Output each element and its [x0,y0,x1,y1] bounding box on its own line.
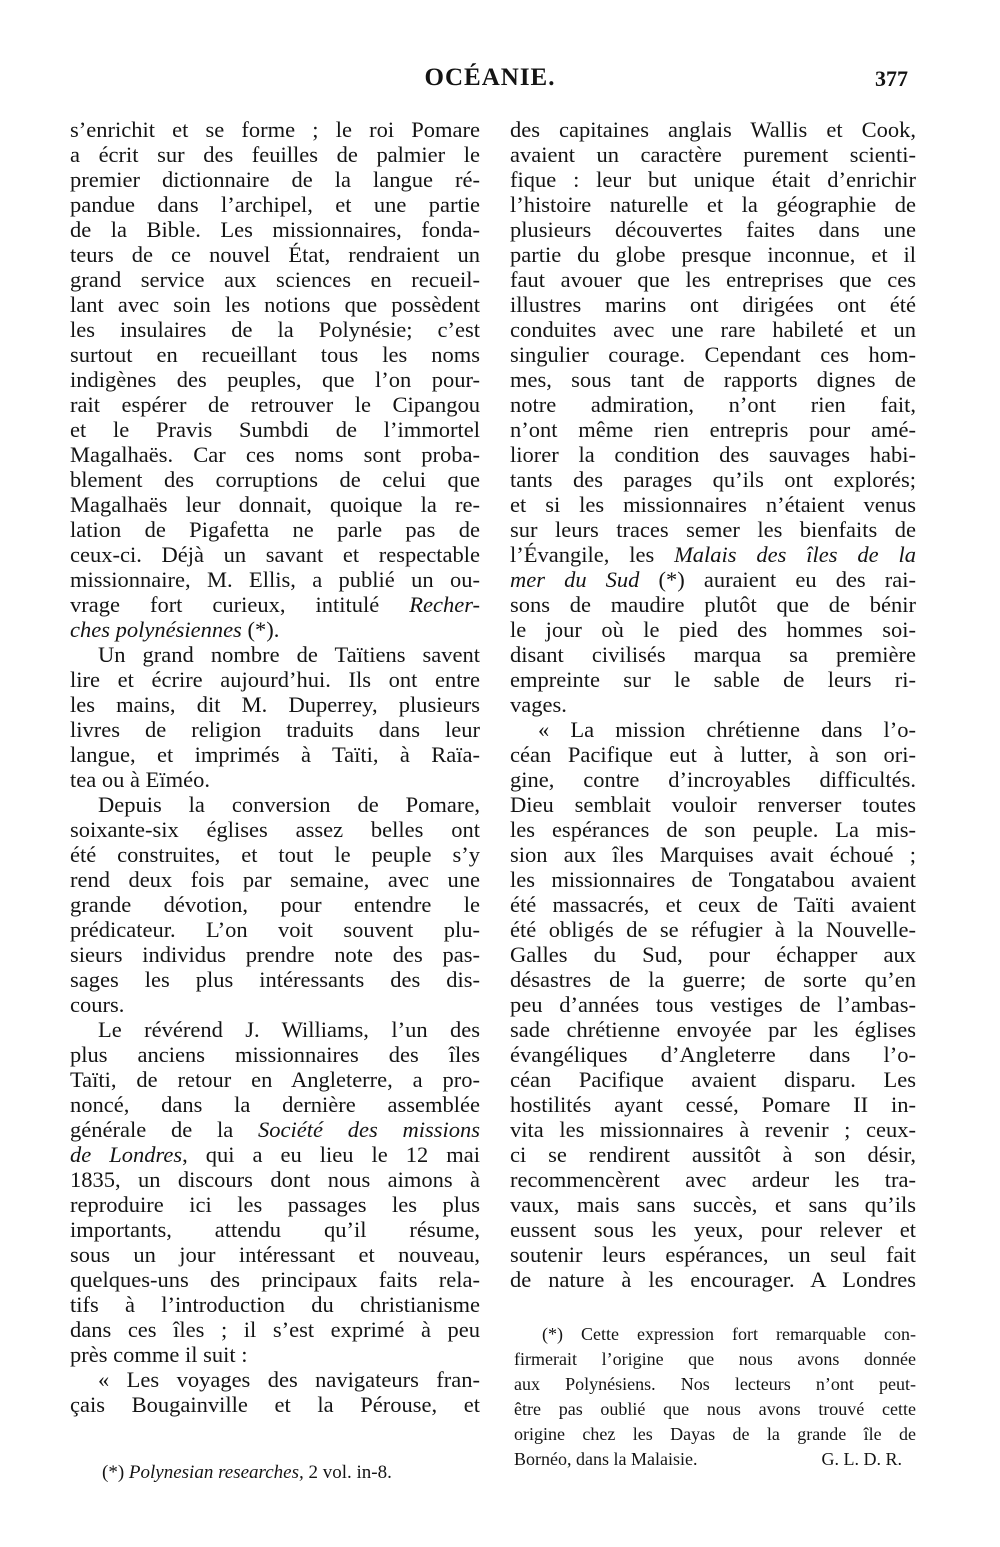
line-text: importants, attendu qu’il résume, [70,1217,480,1242]
text-line [510,792,916,817]
line-text: partie du globe presque inconnue, et il [510,242,916,267]
text-line [510,642,916,667]
text-line [70,417,480,442]
line-text: sous un jour intéressant et nouveau, [70,1242,480,1267]
text-line [70,1317,480,1342]
text-line [510,217,916,242]
text-line [510,1042,916,1067]
line-text: missionnaire, M. Ellis, a publié un ou- [70,567,480,592]
line-text: reproduire ici les passages les plus [70,1192,480,1217]
line-text: les insulaires de la Polynésie; c’est [70,317,480,342]
line-text: vrage fort curieux, intitulé [70,592,410,617]
line-text: recommencèrent avec ardeur les tra- [510,1167,916,1192]
text-line [510,592,916,617]
text-line [70,517,480,542]
line-text: Taïti, de retour en Angleterre, a pro- [70,1067,480,1092]
text-line [510,1192,916,1217]
text-line [510,1092,916,1117]
text-line [70,217,480,242]
line-text: tants des parages qu’ils ont explorés; [510,467,916,492]
text-line [510,1242,916,1267]
line-text: rend deux fois par semaine, avec une [70,867,480,892]
line-text: grande dévotion, pour entendre le [70,892,480,917]
line-text: vita les missionnaires à revenir ; ceux- [510,1117,916,1142]
line-text: sur leurs traces semer les bienfaits de [510,517,916,542]
text-line [514,1422,916,1447]
text-line [70,392,480,417]
line-text: sages les plus intéressants des dis- [70,967,480,992]
italic-text: Société des missions [257,1117,480,1142]
line-text: origine chez les Dayas de la grande île de [514,1424,916,1444]
text-line [510,842,916,867]
line-text: conduites avec une rare habileté et un [510,317,916,342]
line-text: et si les missionnaires n’étaient venus [510,492,916,517]
text-line [510,992,916,1017]
line-text: (*) Cette expression fort remarquable con- [542,1324,916,1344]
line-text: Magalhaës. Car ces noms sont proba- [70,442,480,467]
line-text: et le Pravis Sumbdi de l’immortel [70,417,480,442]
line-text: grand service aux sciences en recueil- [70,267,480,292]
text-line [510,242,916,267]
text-line [70,742,480,767]
line-text: disant civilisés marqua sa première [510,642,916,667]
line-text: illustres marins ont dirigées ont été [510,292,916,317]
text-line [70,967,480,992]
line-text: vages. [510,692,567,717]
line-text: Le révérend J. Williams, l’un des [98,1017,480,1042]
italic-text: Recher- [409,592,480,617]
line-text: l’Évangile, les [510,542,675,567]
text-line [510,1167,916,1192]
line-text: s’enrichit et se forme ; le roi Pomare [70,117,480,142]
line-text: des capitaines anglais Wallis et Cook, [510,117,916,142]
line-text: pandue dans l’archipel, et une partie [70,192,480,217]
text-line [70,667,480,692]
text-line [510,442,916,467]
line-text: évangéliques d’Angleterre dans l’o- [510,1042,916,1067]
text-line [70,117,480,142]
footnote-text: 2 vol. in-8. [303,1462,392,1483]
text-line [70,1167,480,1192]
text-line [510,1217,916,1242]
line-text: a écrit sur des feuilles de palmier le [70,142,480,167]
text-line [510,392,916,417]
text-line [510,692,916,717]
text-line [70,1342,480,1367]
text-line [510,542,916,567]
text-line [70,367,480,392]
signature: G. L. D. R. [821,1449,902,1469]
line-text: gine, contre d’incroyables difficultés. [510,767,916,792]
text-line [70,167,480,192]
text-line [510,367,916,392]
text-line [510,317,916,342]
italic-text: de Londres [70,1142,183,1167]
text-line [510,517,916,542]
line-text: ceux-ci. Déjà un savant et respectable [70,542,480,567]
line-text: tea ou à Eïméo. [70,767,210,792]
line-text: Dieu semblait vouloir renverser toutes [510,792,916,817]
line-text: soutenir leurs espérances, un seul fait [510,1242,916,1267]
line-text: (*). [241,617,280,642]
text-line [510,742,916,767]
text-line [514,1322,916,1347]
line-text: sade chrétienne envoyée par les églises [510,1017,916,1042]
line-text: sion aux îles Marquises avait échoué ; [510,842,916,867]
text-line [70,1367,480,1392]
text-line [70,1292,480,1317]
line-text: près comme il suit : [70,1342,248,1367]
line-text: plusieurs découvertes faites dans une [510,217,916,242]
text-line [70,492,480,517]
text-line [510,567,916,592]
line-text: livres de religion traduits dans leur [70,717,480,742]
line-text: plus anciens missionnaires des îles [70,1042,480,1067]
footnote-marker: (*) [102,1462,129,1483]
text-line [70,142,480,167]
line-text: vaux, mais sans succès, et sans qu’ils [510,1192,916,1217]
line-text: avaient un caractère purement scienti- [510,142,916,167]
footnote-title: Polynesian researches, [128,1462,304,1483]
line-text: quelques-uns des principaux faits rela- [70,1267,480,1292]
text-line [510,167,916,192]
line-text: les espérances de son peuple. La mis- [510,817,916,842]
line-text: lire et écrire aujourd’hui. Ils ont entre [70,667,480,692]
text-line [510,417,916,442]
line-text: soixante-six églises assez belles ont [70,817,480,842]
italic-text: Malais des îles de la [674,542,916,567]
line-text: les missionnaires de Tongatabou avaient [510,867,916,892]
text-line [70,867,480,892]
line-text: générale de la [70,1117,258,1142]
text-line [70,592,480,617]
line-text: peu d’années tous vestiges de l’ambas- [510,992,916,1017]
text-line [70,442,480,467]
line-text: les mains, dit M. Duperrey, plusieurs [70,692,480,717]
text-line [70,892,480,917]
text-line [70,1267,480,1292]
text-line [70,1392,480,1417]
line-text: « Les voyages des navigateurs fran- [98,1367,480,1392]
text-line [510,1142,916,1167]
line-text: lation de Pigafetta ne parle pas de [70,517,480,542]
text-line [70,1242,480,1267]
text-line [510,142,916,167]
text-line [510,767,916,792]
text-line [70,767,480,792]
line-text: eussent sous les yeux, pour relever et [510,1217,916,1242]
line-text: le jour où le pied des hommes soi- [510,617,916,642]
text-line [510,917,916,942]
text-line [514,1397,916,1422]
line-text: çais Bougainville et la Pérouse, et [70,1392,480,1417]
line-text: dans ces îles ; il s’est exprimé à peu [70,1317,480,1342]
line-text: (*) auraient eu des rai- [639,567,916,592]
text-line [70,467,480,492]
text-line [70,317,480,342]
line-text: fique : leur but unique était d’enrichir [510,167,916,192]
line-text: mes, sous tant de rapports dignes de [510,367,916,392]
line-text: blement des corruptions de celui que [70,467,480,492]
italic-text: ches polynésiennes [70,617,242,642]
text-line [510,1267,916,1292]
text-line [70,842,480,867]
text-line [510,1067,916,1092]
line-text: indigènes des peuples, que l’on pour- [70,367,480,392]
text-line [510,1017,916,1042]
left-footnote [102,1462,392,1484]
text-line [510,892,916,917]
text-line [70,242,480,267]
line-text: empreinte sur le sable de leurs ri- [510,667,916,692]
line-text: cours. [70,992,125,1017]
line-text: teurs de ce nouvel État, rendraient un [70,242,480,267]
text-line [70,992,480,1017]
line-text: 1835, un discours dont nous aimons à [70,1167,480,1192]
signature-line [514,1447,916,1472]
text-line [510,617,916,642]
text-line [70,642,480,667]
line-text: faut avouer que les entreprises que ces [510,267,916,292]
line-text: lant avec soin les notions que possèdent [70,292,480,317]
line-text: premier dictionnaire de la langue ré- [70,167,480,192]
line-text: surtout en recueillant tous les noms [70,342,480,367]
text-line [510,292,916,317]
line-text: liorer la condition des sauvages habi- [510,442,916,467]
text-line [514,1347,916,1372]
line-text: prédicateur. L’on voit souvent plu- [70,917,480,942]
text-line [70,1092,480,1117]
text-line [70,917,480,942]
text-line [510,1117,916,1142]
line-text: Galles du Sud, pour échapper aux [510,942,916,967]
text-line [70,792,480,817]
text-line [514,1372,916,1397]
line-text: Magalhaës leur donnait, quoique la re- [70,492,480,517]
line-text: été obligés de se réfugier à la Nouvelle- [510,917,916,942]
line-text: sons de maudire plutôt que de bénir [510,592,916,617]
text-line [70,567,480,592]
line-text: ci se rendirent aussitôt à son désir, [510,1142,916,1167]
text-line [510,717,916,742]
text-line [510,942,916,967]
text-line [510,192,916,217]
text-line [70,717,480,742]
line-text: Bornéo, dans la Malaisie. [514,1449,698,1469]
line-text: firmerait l’origine que nous avons donnée [514,1349,916,1369]
text-line [70,1117,480,1142]
line-text: été massacrés, et ceux de Taïti avaient [510,892,916,917]
text-line [70,1217,480,1242]
text-line [70,1042,480,1067]
line-text: singulier courage. Cependant ces hom- [510,342,916,367]
line-text: l’histoire naturelle et la géographie de [510,192,916,217]
text-line [70,617,480,642]
line-text: été construites, et tout le peuple s’y [70,842,480,867]
line-text: rait espérer de retrouver le Cipangou [70,392,480,417]
line-text: Depuis la conversion de Pomare, [98,792,480,817]
text-line [70,267,480,292]
text-line [510,267,916,292]
line-text: aux Polynésiens. Nos lecteurs n’ont peut- [514,1374,916,1394]
line-text: de la Bible. Les missionnaires, fonda- [70,217,480,242]
text-line [70,942,480,967]
line-text: de nature à les encourager. A Londres [510,1267,916,1292]
text-line [510,967,916,992]
text-line [510,342,916,367]
page-number: 377 [875,66,908,91]
text-line [70,1142,480,1167]
running-header-title: OCÉANIE. [424,64,556,91]
italic-text: mer du Sud [510,567,640,592]
text-line [70,692,480,717]
line-text: tifs à l’introduction du christianisme [70,1292,480,1317]
line-text: noncé, dans la dernière assemblée [70,1092,480,1117]
line-text: Un grand nombre de Taïtiens savent [98,642,480,667]
text-line [70,1067,480,1092]
text-line [70,342,480,367]
line-text: céan Pacifique eut à lutter, à son ori- [510,742,916,767]
line-text: être pas oublié que nous avons trouvé cette [514,1399,916,1419]
text-line [70,542,480,567]
text-line [510,492,916,517]
text-line [510,667,916,692]
line-text: langue, et imprimés à Taïti, à Raïa- [70,742,480,767]
text-line [70,1017,480,1042]
text-line [70,192,480,217]
text-line [70,817,480,842]
text-line [510,817,916,842]
line-text: , qui a eu lieu le 12 mai [182,1142,480,1167]
text-line [70,1192,480,1217]
line-text: n’ont même rien entrepris pour amé- [510,417,916,442]
text-line [510,867,916,892]
text-line [70,292,480,317]
line-text: hostilités ayant cessé, Pomare II in- [510,1092,916,1117]
line-text: « La mission chrétienne dans l’o- [538,717,916,742]
line-text: désastres de la guerre; de sorte qu’en [510,967,916,992]
text-line [510,117,916,142]
line-text: sieurs individus prendre note des pas- [70,942,480,967]
line-text: notre admiration, n’ont rien fait, [510,392,916,417]
line-text: céan Pacifique avaient disparu. Les [510,1067,916,1092]
text-line [510,467,916,492]
